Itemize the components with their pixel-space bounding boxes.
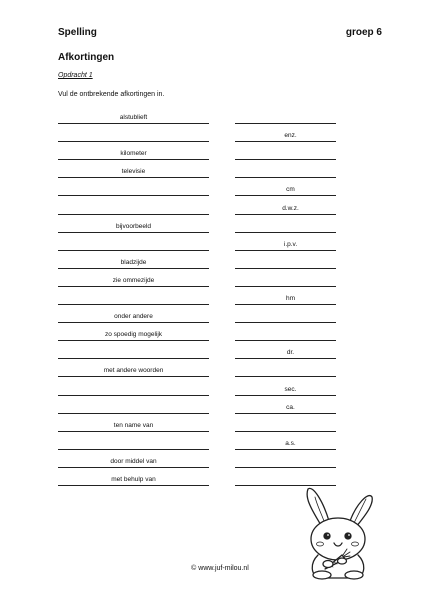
subject-label: Spelling [58,27,97,38]
answer-row [0,126,440,144]
abbreviation-blank-right[interactable] [235,113,336,124]
word-blank-left[interactable]: bijvoorbeeld [58,222,209,233]
word-blank-left[interactable]: met behulp van [58,475,209,486]
abbreviation-blank-right[interactable] [235,457,336,468]
abbreviation-blank-right[interactable] [235,258,336,269]
answer-rows [0,108,440,488]
answer-row [0,398,440,416]
instruction-text: Vul de ontbrekende afkortingen in. [58,91,165,98]
abbreviation-blank-right[interactable] [235,348,336,359]
abbreviation-blank-right[interactable] [235,294,336,305]
word-blank-left[interactable]: alstublieft [58,113,209,124]
abbreviation-blank-right[interactable] [235,204,336,215]
answer-row [0,235,440,253]
abbreviation-blank-right[interactable] [235,421,336,432]
abbreviation-text: i.p.v. [283,240,298,248]
abbreviation-blank-right[interactable] [235,222,336,233]
word-blank-left[interactable]: kilometer [58,149,209,160]
answer-row [0,307,440,325]
word-blank-left[interactable] [58,294,209,305]
answer-row [0,379,440,397]
word-blank-left[interactable] [58,240,209,251]
word-blank-left[interactable]: zie ommezijde [58,276,209,287]
abbreviation-blank-right[interactable] [235,385,336,396]
answer-row [0,217,440,235]
word-blank-left[interactable]: bladzijde [58,258,209,269]
answer-row [0,198,440,216]
page-title: Afkortingen [58,52,115,63]
grade-label: groep 6 [345,27,382,38]
abbreviation-blank-right[interactable] [235,240,336,251]
answer-row [0,108,440,126]
copyright-footer: © www.juf-milou.nl [191,565,249,572]
word-blank-left[interactable] [58,131,209,142]
answer-row [0,361,440,379]
answer-row [0,325,440,343]
word-blank-left[interactable] [58,204,209,215]
word-blank-left[interactable]: zo spoedig mogelijk [58,330,209,341]
word-blank-left[interactable] [58,348,209,359]
answer-row [0,452,440,470]
answer-row [0,434,440,452]
abbreviation-blank-right[interactable] [235,312,336,323]
abbreviation-blank-right[interactable] [235,366,336,377]
word-blank-left[interactable] [58,385,209,396]
abbreviation-blank-right[interactable] [235,439,336,450]
word-blank-left[interactable] [58,403,209,414]
word-blank-left[interactable]: ten name van [58,421,209,432]
abbreviation-text: ca. [286,403,295,411]
answer-row [0,416,440,434]
word-blank-left[interactable]: door middel van [58,457,209,468]
abbreviation-blank-right[interactable] [235,131,336,142]
answer-row [0,343,440,361]
abbreviation-text: a.s. [285,439,296,447]
answer-row [0,180,440,198]
answer-row [0,271,440,289]
exercise-title: Opdracht 1 [58,72,93,79]
answer-row [0,162,440,180]
abbreviation-blank-right[interactable] [235,403,336,414]
abbreviation-text: cm [286,186,295,194]
word-blank-left[interactable]: met andere woorden [58,366,209,377]
answer-row [0,144,440,162]
abbreviation-blank-right[interactable] [235,330,336,341]
answer-row [0,289,440,307]
answer-row [0,253,440,271]
word-blank-left[interactable]: televisie [58,167,209,178]
word-blank-left[interactable] [58,185,209,196]
abbreviation-text: sec. [284,385,297,393]
abbreviation-text: d.w.z. [282,204,299,212]
abbreviation-text: dr. [286,349,295,357]
abbreviation-blank-right[interactable] [235,167,336,178]
abbreviation-blank-right[interactable] [235,276,336,287]
word-blank-left[interactable] [58,439,209,450]
abbreviation-text: hm [285,295,296,303]
abbreviation-text: enz. [284,132,297,140]
abbreviation-blank-right[interactable] [235,185,336,196]
abbreviation-blank-right[interactable] [235,149,336,160]
word-blank-left[interactable]: onder andere [58,312,209,323]
